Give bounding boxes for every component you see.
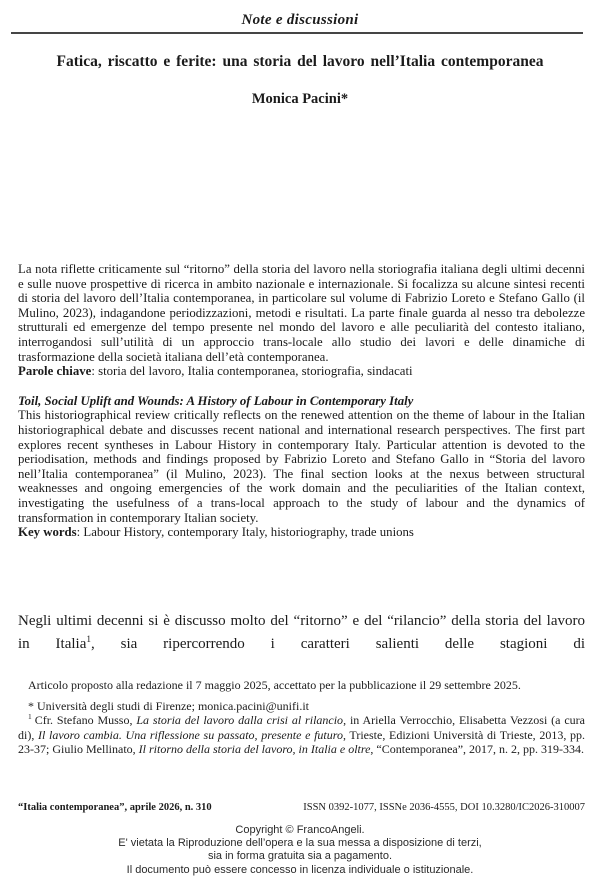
footnote-1-seg3: Il lavoro cambia. Una riflessione su passato, presente e futuro	[38, 727, 343, 742]
keywords-italian-list: : storia del lavoro, Italia contemporanea, storiografia, sindacati	[91, 364, 413, 379]
abstracts-block	[18, 262, 585, 540]
footnote-1-seg6: , “Contemporanea”, 2017, n. 2, pp. 319-334.	[370, 742, 585, 757]
keywords-italian-label: Parole chiave	[18, 364, 92, 379]
journal-issue-info: “Italia contemporanea”, aprile 2026, n. 310	[18, 802, 212, 813]
footnote-reference: 1	[86, 635, 92, 645]
copyright-line-1: Copyright © FrancoAngeli.	[235, 824, 365, 836]
abstract-italian: La nota riflette criticamente sul “ritorno” della storia del lavoro nella storiografia italiana degli ultimi decenni e sulle nuove prospettive di ricerca in ambito nazionale e internazionale. Si focalizza su alcune sintesi recenti di storia del lavoro dell’Italia contemporanea, in particolare sul volume di Fabrizio Loreto e Stefano Gallo (il Mulino, 2023), indagandone periodizzazioni, metodi e risultati. La parte finale guarda al nesso tra debolezze strutturali ed emergenze del tempo presente nel mondo del lavoro e alle peculiarità del contesto italiano, interrogandosi sull’utilità di un approccio trans-locale allo studio dei lavori e delle dinamiche di trasformazione della società italiana dell’età contemporanea.	[18, 262, 585, 364]
footnote-1-marker: 1	[28, 712, 32, 722]
keywords-english	[18, 525, 585, 540]
header-divider-rule	[11, 32, 583, 34]
abstract-english: This historiographical review critically reflects on the renewed attention on the theme of labour in the Italian historiographical debate and discusses recent national and international research perspectives. The first part explores recent syntheses in Labour History in contemporary Italy. Particular attention is devoted to the periodisation, methods and findings proposed by Fabrizio Loreto and Stefano Gallo in “Storia del lavoro nell’Italia contemporanea” (il Mulino, 2023). The final section looks at the nexus between structural weaknesses and ongoing emergencies of the work domain and the peculiarities of the Italian context, investigating the usefulness of a trans-local approach to the study of labour and the dynamics of transformation in contemporary Italian society.	[18, 408, 585, 525]
keywords-italian	[18, 364, 585, 379]
article-author: Monica Pacini*	[251, 91, 349, 107]
footnote-1-seg5: Il ritorno della storia del lavoro, in Italia e oltre	[138, 742, 371, 757]
journal-footer-row	[18, 802, 585, 813]
keywords-english-label: Key words	[18, 525, 77, 540]
footnote-1	[18, 713, 585, 757]
issn-doi-info: ISSN 0392-1077, ISSNe 2036-4555, DOI 10.3280/IC2026-310007	[303, 802, 585, 813]
body-text-before-ref: Negli ultimi decenni si è discusso molto del “ritorno” e del “rilancio” della storia del lavoro in Italia	[18, 613, 585, 652]
copyright-line-4: Il documento può essere concesso in licenza individuale o istituzionale.	[126, 863, 474, 876]
article-body	[18, 610, 585, 656]
copyright-block	[0, 824, 600, 877]
footnote-1-seg2: , in Ariella Verrocchio, Elisabetta Vezzosi (a cura di),	[18, 713, 585, 742]
article-title: Fatica, riscatto e ferite: una storia del lavoro nell’Italia contemporanea	[56, 53, 544, 70]
copyright-line-3: sia in forma gratuita sia a pagamento.	[207, 850, 393, 863]
section-header: Note e discussioni	[241, 12, 359, 28]
footnote-1-seg1: La storia del lavoro dalla crisi al rilancio	[136, 713, 344, 728]
keywords-english-list: : Labour History, contemporary Italy, historiography, trade unions	[76, 525, 414, 540]
submission-note: Articolo proposto alla redazione il 7 maggio 2025, accettato per la pubblicazione il 29 settembre 2025.	[28, 678, 521, 692]
footnote-1-seg0: Cfr. Stefano Musso,	[34, 713, 137, 728]
copyright-line-2: E' vietata la Riproduzione dell’opera e la sua messa a disposizione di terzi,	[118, 837, 482, 850]
footnote-1-text	[18, 713, 585, 756]
abstract-english-title: Toil, Social Uplift and Wounds: A History of Labour in Contemporary Italy	[18, 393, 414, 408]
affiliation-note: * Università degli studi di Firenze; monica.pacini@unifi.it	[28, 698, 309, 713]
footnotes-block	[18, 678, 585, 757]
body-paragraph	[18, 610, 585, 656]
body-text-after-ref: , sia ripercorrendo i caratteri salienti delle stagioni di	[91, 636, 585, 652]
footnote-1-seg4: , Trieste, Edizioni Università di Trieste, 2013, pp. 23-37; Giulio Mellinato,	[18, 727, 585, 757]
